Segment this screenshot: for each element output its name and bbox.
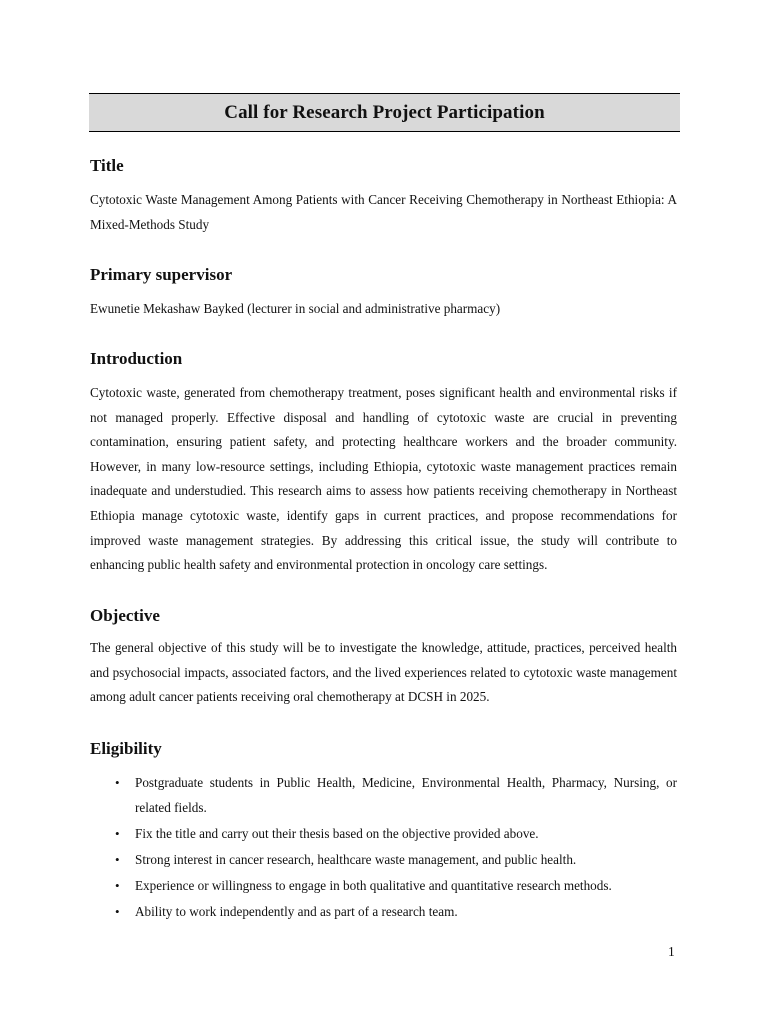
list-item xyxy=(90,771,677,820)
eligibility-list xyxy=(90,771,677,927)
bullet-icon: • xyxy=(115,851,120,867)
section-heading-introduction: Introduction xyxy=(90,349,183,368)
study-title-text: Cytotoxic Waste Management Among Patients with Cancer Receiving Chemotherapy in Northeast Ethiopia: A Mixed-Methods Study xyxy=(90,192,677,232)
supervisor-text: Ewunetie Mekashaw Bayked (lecturer in social and administrative pharmacy) xyxy=(90,301,501,316)
list-item-text: Experience or willingness to engage in both qualitative and quantitative research methods. xyxy=(135,878,612,894)
list-item-text: Fix the title and carry out their thesis based on the objective provided above. xyxy=(135,825,539,841)
section-heading-objective: Objective xyxy=(90,606,160,625)
list-item-text: Postgraduate students in Public Health, Medicine, Environmental Health, Pharmacy, Nursing, or related fields. xyxy=(135,775,677,815)
list-item-text: Ability to work independently and as part of a research team. xyxy=(135,904,458,920)
page-title: Call for Research Project Participation xyxy=(224,101,545,123)
list-item xyxy=(90,822,677,847)
bullet-icon: • xyxy=(115,904,120,920)
objective-text: The general objective of this study will be to investigate the knowledge, attitude, practices, perceived health and psychosocial impacts, associated factors, and the lived experiences related to cytotoxic waste management among adult cancer patients receiving oral chemotherapy at DCSH in 2025. xyxy=(90,640,677,705)
bullet-icon: • xyxy=(115,775,120,790)
list-item-text: Strong interest in cancer research, healthcare waste management, and public health. xyxy=(135,851,577,867)
bullet-icon: • xyxy=(115,825,120,841)
introduction-text: Cytotoxic waste, generated from chemotherapy treatment, poses significant health and environmental risks if not managed properly. Effective disposal and handling of cytotoxic waste are crucial in preventing contamination, ensuring patient safety, and protecting healthcare workers and the broader community. However, in many low-resource settings, including Ethiopia, cytotoxic waste management practices remain inadequate and understudied. This research aims to assess how patients receiving chemotherapy in Northeast Ethiopia manage cytotoxic waste, identify gaps in current practices, and propose recommendations for improved waste management strategies. By addressing this critical issue, the study will contribute to enhancing public health safety and environmental protection in oncology care settings. xyxy=(90,385,677,573)
section-heading-eligibility: Eligibility xyxy=(90,739,162,758)
bullet-icon: • xyxy=(115,878,120,894)
title-banner xyxy=(89,93,680,132)
list-item xyxy=(90,900,677,925)
list-item xyxy=(90,874,677,899)
list-item xyxy=(90,848,677,873)
page-number: 1 xyxy=(668,944,675,959)
section-heading-supervisor: Primary supervisor xyxy=(90,265,233,284)
section-heading-title: Title xyxy=(90,156,124,175)
